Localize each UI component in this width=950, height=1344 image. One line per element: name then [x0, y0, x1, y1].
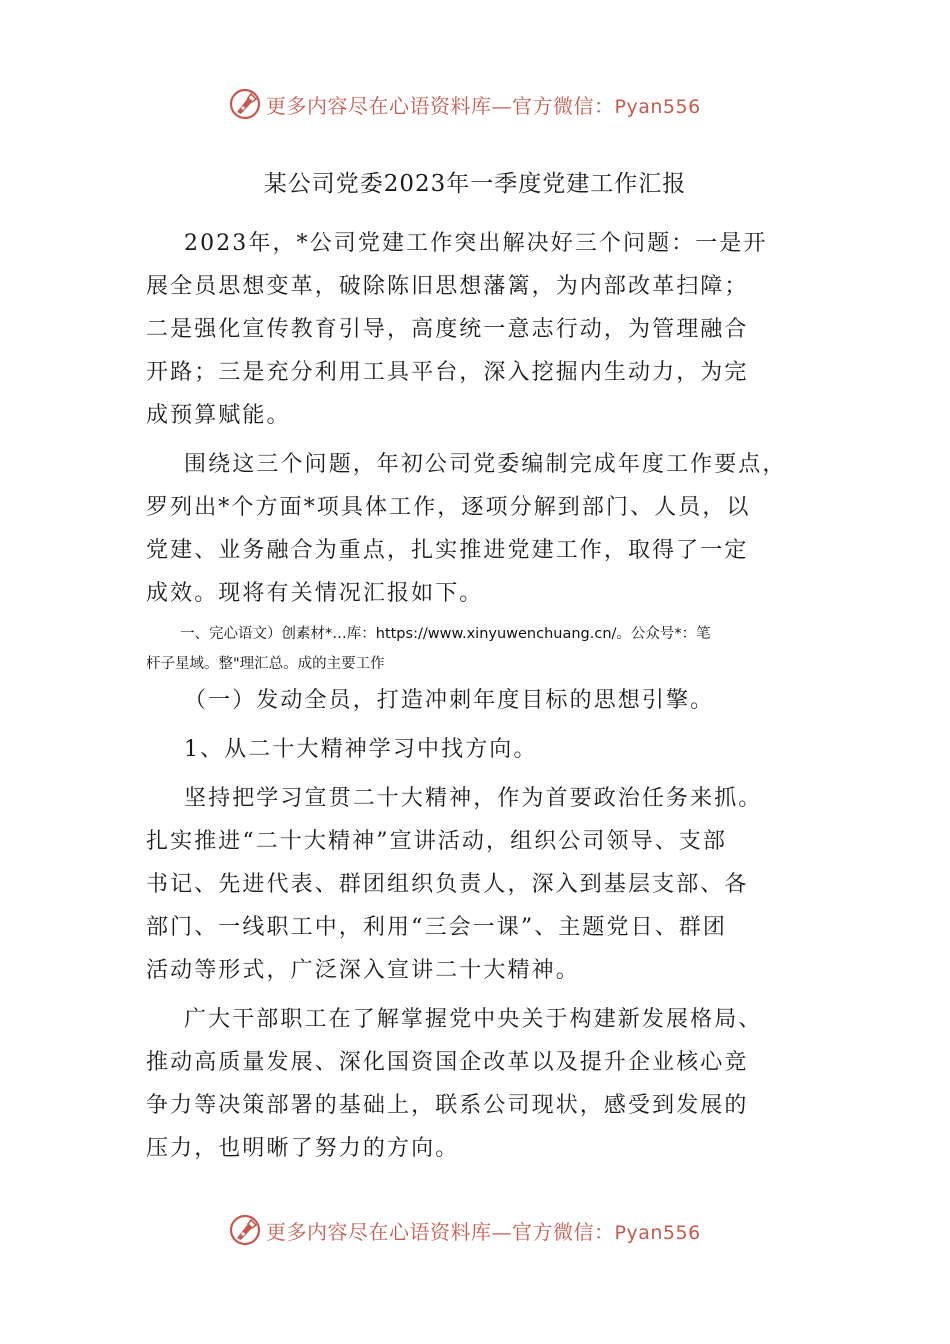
text-line: 坚持把学习宣贯二十大精神，作为首要政治任务来抓。 [184, 786, 763, 811]
text-line: （一）发动全员，打造冲刺年度目标的思想引擎。 [184, 688, 715, 713]
text-line: 二是强化宣传教育引导，高度统一意志行动，为管理融合 [146, 317, 749, 342]
text-line: 部门、一线职工中，利用“三会一课”、主题党日、群团 [146, 915, 727, 940]
text-line: 书记、先进代表、群团组织负责人，深入到基层支部、各 [146, 872, 749, 897]
pen-nib-logo-icon [228, 1213, 262, 1247]
text-line: 开路；三是充分利用工具平台，深入挖掘内生动力，为完 [146, 360, 749, 385]
paragraph-cadres [146, 998, 806, 1170]
text-line: 1、从二十大精神学习中找方向。 [184, 737, 538, 762]
text-line: 扎实推进“二十大精神”宣讲活动，组织公司领导、支部 [146, 829, 727, 854]
banner-account: Pyan556 [614, 1221, 701, 1244]
text-line: 围绕这三个问题，年初公司党委编制完成年度工作要点， [184, 452, 787, 477]
paragraph-overview [146, 443, 806, 615]
text-line: 成预算赋能。 [146, 403, 291, 428]
section-heading [146, 619, 806, 679]
text-line: 党建、业务融合为重点，扎实推进党建工作，取得了一定 [146, 538, 749, 563]
text-line: 压力，也明晰了努力的方向。 [146, 1136, 460, 1161]
paragraph-intro [146, 222, 806, 437]
heading-line: 一、完心语文）创素材*…库：https://www.xinyuwenchuang.cn/。公众号*：笔 [180, 626, 711, 642]
text-line: 推动高质量发展、深化国资国企改革以及提升企业核心竞 [146, 1050, 749, 1075]
pen-nib-logo-icon [228, 87, 262, 121]
text-line: 2023年，*公司党建工作突出解决好三个问题：一是开 [184, 231, 768, 256]
text-line: 展全员思想变革，破除陈旧思想藩篱，为内部改革扫障； [146, 274, 749, 299]
text-line: 成效。现将有关情况汇报如下。 [146, 581, 484, 606]
subheading-2 [146, 728, 806, 771]
document-title: 某公司党委2023年一季度党建工作汇报 [263, 171, 687, 197]
text-line: 争力等决策部署的基础上，联系公司现状，感受到发展的 [146, 1093, 749, 1118]
text-line: 罗列出*个方面*项具体工作，逐项分解到部门、人员，以 [146, 495, 751, 520]
banner-account: Pyan556 [614, 95, 701, 118]
footer-banner [228, 1210, 701, 1250]
heading-line: 杆子星域。整"理汇总。成的主要工作 [146, 656, 385, 672]
text-line: 活动等形式，广泛深入宣讲二十大精神。 [146, 958, 580, 983]
banner-text: 更多内容尽在心语资料库—官方微信：Pyan556 [266, 1219, 701, 1244]
subheading-1 [146, 679, 806, 722]
paragraph-study [146, 777, 806, 992]
text-line: 广大干部职工在了解掌握党中央关于构建新发展格局、 [184, 1007, 763, 1032]
document-body [146, 222, 806, 1170]
banner-text: 更多内容尽在心语资料库—官方微信：Pyan556 [266, 93, 701, 118]
header-banner [228, 84, 701, 124]
